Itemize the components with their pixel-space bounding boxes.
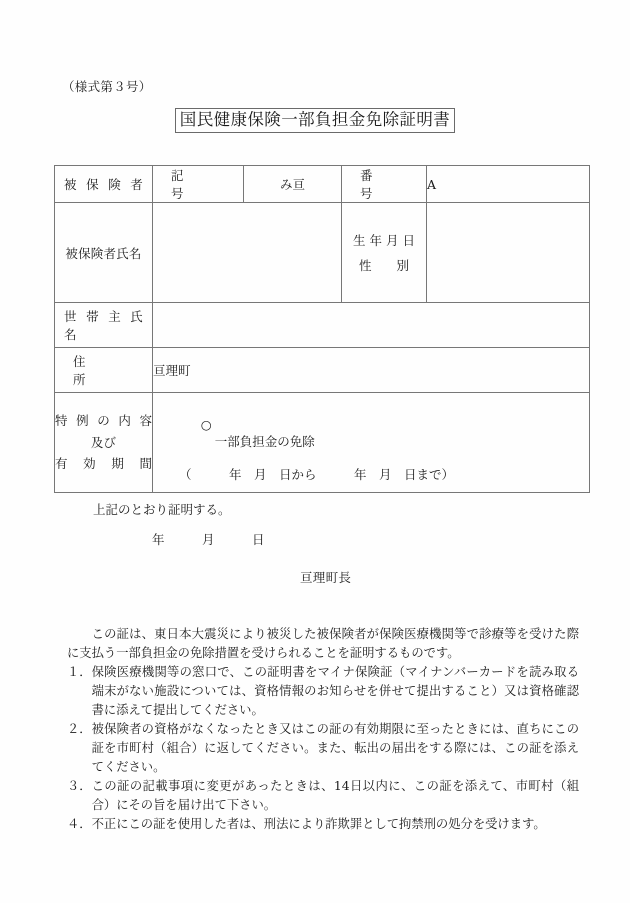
note-item: [67, 815, 579, 834]
circle-mark-icon: ○: [200, 417, 212, 432]
form-number: （様式第３号）: [62, 79, 152, 94]
cell-householder-label: [55, 303, 153, 348]
label-gender: 性 別: [358, 257, 409, 273]
note-item: [67, 777, 579, 815]
page-title: 国民健康保険一部負担金免除証明書: [175, 108, 455, 133]
cell-address-label: [55, 348, 153, 393]
cell-number-value: A: [427, 166, 590, 203]
issuer-name: 亘理町長: [300, 570, 352, 585]
cell-insured-label: [55, 166, 153, 203]
cell-birth-gender-value: [427, 203, 590, 303]
cell-insured-name-label: [55, 203, 153, 303]
note-number: ２．: [67, 722, 92, 737]
label-address: 住 所: [73, 354, 137, 387]
note-text: この証の記載事項に変更があったときは、14日以内に、この証を添えて、市町村（組合）にその旨を届け出て下さい。: [91, 779, 579, 813]
label-insured-name: 被保険者氏名: [65, 245, 142, 261]
note-intro: この証は、東日本大震災により被災した被保険者が保険医療機関等で診療等を受けた際に支払う一部負担金の免除措置を受けられることを証明するものです。: [67, 627, 579, 661]
label-householder: 世 帯 主 氏 名: [64, 309, 143, 342]
cell-symbol-label: [153, 166, 244, 203]
insured-person-table: [54, 165, 590, 493]
cell-exemption-label: [55, 393, 153, 493]
exemption-text: 一部負担金の免除: [214, 434, 315, 449]
label-insured: 被 保 険 者: [64, 177, 143, 192]
label-exemption-line2: 及び: [90, 434, 116, 450]
table-row: [55, 348, 590, 393]
note-text: 被保険者の資格がなくなったとき又はこの証の有効期限に至ったときには、直ちにこの証を市町村（組合）に返してください。また、転出の届出をする際には、この証を添えてください。: [91, 722, 579, 775]
exemption-row: [153, 402, 589, 465]
note-item: [67, 720, 579, 777]
note-text: 不正にこの証を使用した者は、刑法により詐欺罪として拘禁刑の処分を受けます。: [91, 817, 546, 832]
note-item: [67, 663, 579, 720]
cell-insured-name-value: [153, 203, 342, 303]
note-number: ３．: [67, 779, 92, 794]
certification-date-line: 年 月 日: [152, 532, 265, 547]
cell-birth-gender-label: [342, 203, 427, 303]
notes-section: [67, 625, 579, 835]
table-row: [55, 303, 590, 348]
cell-symbol-value: み亘: [244, 166, 342, 203]
note-text: 保険医療機関等の窓口で、この証明書をマイナ保険証（マイナンバーカードを読み取る端末がない施設については、資格情報のお知らせを併せて提出すること）又は資格確認書に添えて提出してください。: [91, 665, 579, 718]
title-container: [0, 108, 630, 133]
note-number: １．: [67, 665, 92, 680]
label-birthdate: 生 年 月 日: [353, 232, 415, 248]
label-number: 番 号: [360, 168, 411, 201]
cell-householder-value: [153, 303, 590, 348]
table-row: [55, 393, 590, 493]
label-symbol: 記 号: [171, 168, 235, 201]
label-exemption-line1: 特 例 の 内 容: [55, 412, 152, 428]
note-number: ４．: [67, 817, 92, 832]
cell-address-value: 亘理町: [153, 348, 590, 393]
table-row: [55, 166, 590, 203]
cell-exemption-value: [153, 393, 590, 493]
exemption-period: （ 年 月 日から 年 月 日まで）: [179, 467, 455, 482]
certification-statement: 上記のとおり証明する。: [93, 502, 231, 517]
table-row: [55, 203, 590, 303]
label-exemption-line3: 有 効 期 間: [55, 456, 152, 472]
cell-number-label: [342, 166, 427, 203]
